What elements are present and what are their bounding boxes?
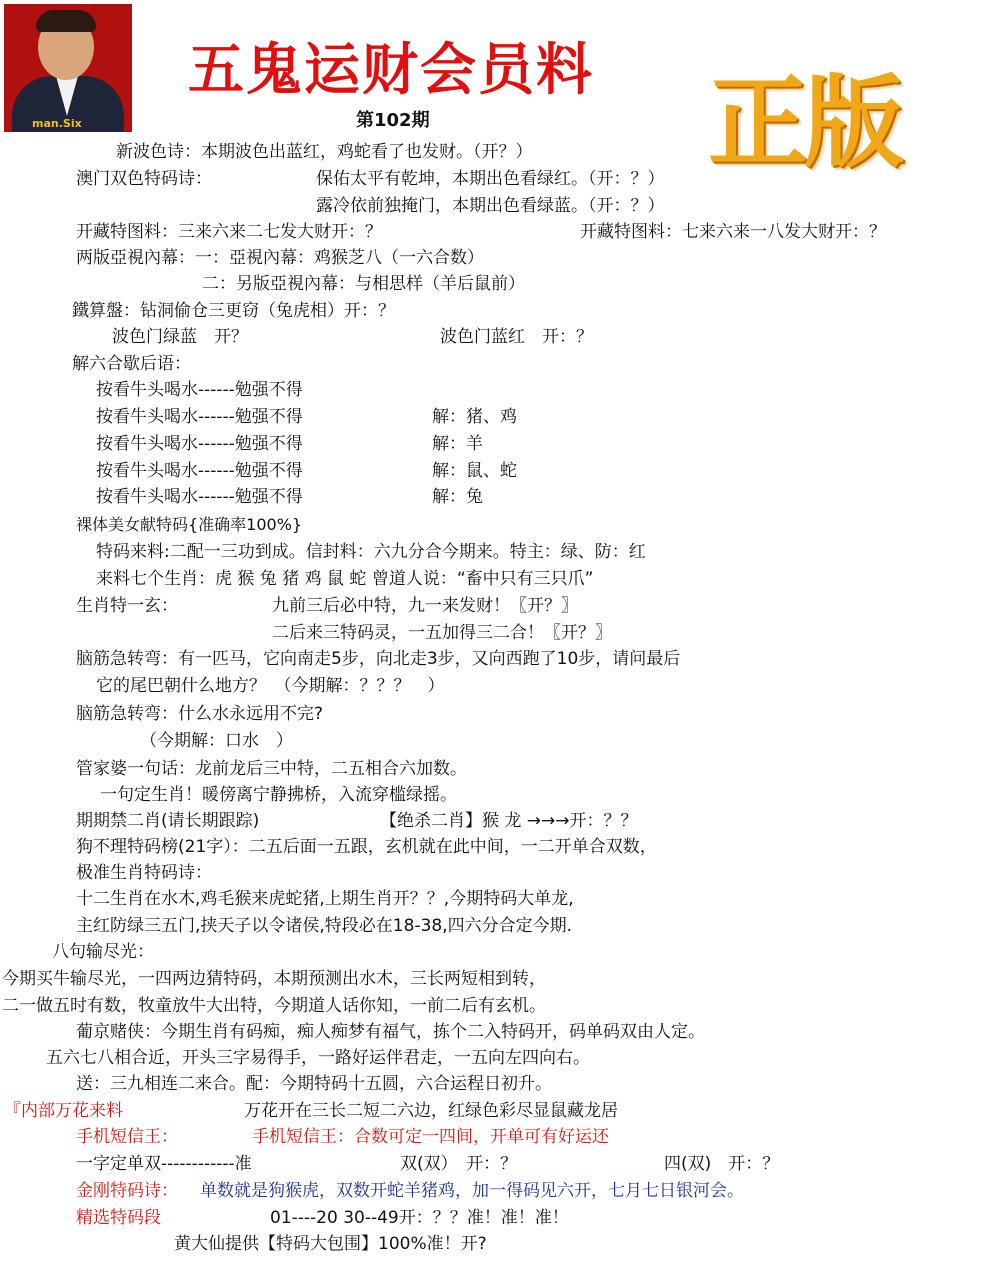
wave-color-poem: 新波色诗：本期波色出蓝红，鸡蛇看了也发财。（开？） [116,142,533,162]
riddle-answer: 解：鼠、蛇 [432,461,517,481]
wave-gate-green-blue: 波色门绿蓝 开？ [112,327,248,347]
abacus-line: 鐵算盤：钻洞偷仓三更窃（兔虎相）开：？ [72,301,395,321]
sms-king-label: 手机短信王： [76,1127,178,1147]
banned-zodiacs-label: 期期禁二肖(请长期跟踪) [76,811,260,831]
zodiac-mystery-label: 生肖特一玄： [76,596,178,616]
macau-poem-label: 澳门双色特码诗： [76,169,212,189]
brain-teaser-2-answer: （今期解：口水 ） [140,731,293,751]
zodiac-mystery-line1: 九前三后必中特，九一来发财！〖开？〗 [272,596,578,616]
riddle-row: 按看牛头喝水------勉强不得 [96,461,303,481]
double-result-2: 四(双) 开：？ [664,1154,780,1174]
riddle-row: 按看牛头喝水------勉强不得 [96,380,303,400]
banned-zodiacs-value: 【绝杀二肖】猴 龙 →→→开：？？ [380,811,638,831]
portrait-photo [4,4,132,132]
brain-teaser-1: 脑筋急转弯：有一匹马，它向南走5步，向北走3步，又向西跑了10步，请问最后 [76,649,681,669]
macau-poem-line1: 保佑太平有乾坤，本期出色看绿红。（开：？） [316,169,665,189]
housekeeper-line: 管家婆一句话：龙前龙后三中特，二五相合六加数。 [76,759,467,779]
one-zodiac-line: 一句定生肖！暖傍离宁静拂桥，入流穿槛绿摇。 [100,785,457,805]
macau-poem-line2: 露冷依前独掩门，本期出色看绿蓝。（开：？） [316,196,665,216]
zodiac-poem-line1: 十二生肖在水木,鸡毛猴来虎蛇猪,上期生肖开？？,今期特码大单龙, [76,889,574,909]
special-code-heading: 裸体美女献特码{准确率100%} [76,515,303,534]
wong-tai-sin-line: 黄大仙提供【特码大包围】100%准！开? [174,1234,487,1254]
double-result-1: 双(双） 开：？ [400,1154,518,1174]
riddle-row: 按看牛头喝水------勉强不得 [96,407,303,427]
riddle-answer: 解：兔 [432,487,483,507]
photo-caption: man.Six [32,117,82,130]
brain-teaser-1-cont: 它的尾巴朝什么地方？ （今期解：？？？ ） [96,676,445,696]
lisboa-gambler-line: 葡京赌侠：今期生肖有码痴，痴人痴梦有福气，拣个二入特码开，码单码双由人定。 [76,1022,705,1042]
sms-king-text: 手机短信王：合数可定一四间，开单可有好运还 [252,1127,609,1147]
riddle-answer: 解：猪、鸡 [432,407,517,427]
hair-shape [36,10,96,32]
riddle-row: 按看牛头喝水------勉强不得 [96,487,303,507]
riddle-answer: 解：羊 [432,434,483,454]
selected-range-label: 精选特码段 [76,1208,161,1228]
single-double-line: 一字定单双------------准 [76,1154,252,1174]
vajra-poem-text: 单数就是狗猴虎，双数开蛇羊猪鸡，加一得码见六开，七月七日银河会。 [200,1181,744,1201]
issue-number: 第102期 [356,110,430,131]
tibet-chart-right: 开藏特图料：七来六来一八发大财开：？ [580,222,886,242]
authentic-stamp: 正版 [708,63,900,181]
eight-lines-1: 今期买牛输尽光，一四两边猜特码，本期预测出水木，三长两短相到转， [2,969,546,989]
wanhua-text: 万花开在三长二短二六边，红绿色彩尽显鼠藏龙居 [244,1101,618,1121]
selected-range-value: 01----20 30--49开：？？准！准！准！ [270,1208,569,1228]
brain-teaser-2: 脑筋急转弯：什么水永远用不完? [76,704,324,724]
page-title: 五鬼运财会员料 [188,37,594,103]
zodiac-poem-line2: 主红防绿三五门,挟天子以令诸侯,特段必在18-38,四六分合定今期. [76,916,573,936]
riddle-heading: 解六合歇后语： [72,354,191,374]
atv-insider-1: 两版亞視內幕：一：亞視內幕：鸡猴芝八（一六合数） [76,248,484,268]
zodiac-mystery-line2: 二后来三特码灵，一五加得三二合！〖开？〗 [272,623,612,643]
zodiac-poem-heading: 极准生肖特码诗： [76,863,212,883]
atv-insider-2: 二：另版亞視內幕：与相思样（羊后鼠前） [202,274,525,294]
special-code-source: 特码来料:二配一三功到成。信封料：六九分合今期来。特主：绿、防：红 [96,542,646,562]
combine-line: 五六七八相合近，开头三字易得手，一路好运伴君走，一五向左四向右。 [46,1048,590,1068]
eight-lines-2: 二一做五时有数，牧童放牛大出特，今期道人话你知，一前二后有玄机。 [2,996,546,1016]
send-line: 送：三九相连二来合。配：今期特码十五圆，六合运程日初升。 [76,1074,552,1094]
riddle-row: 按看牛头喝水------勉强不得 [96,434,303,454]
seven-zodiacs: 来料七个生肖：虎 猴 兔 猪 鸡 鼠 蛇 曾道人说：“畜中只有三只爪” [96,569,594,589]
tibet-chart-left: 开藏特图料：三来六来二七发大财开：？ [76,222,382,242]
wanhua-label: 『内部万花来料 [4,1101,123,1121]
dog-list-line: 狗不理特码榜(21字）：二五后面一五跟，玄机就在此中间，一二开单合双数， [76,837,657,857]
vajra-poem-label: 金刚特码诗： [76,1181,178,1201]
eight-lines-heading: 八句输尽光： [52,942,154,962]
wave-gate-blue-red: 波色门蓝红 开：？ [440,327,593,347]
